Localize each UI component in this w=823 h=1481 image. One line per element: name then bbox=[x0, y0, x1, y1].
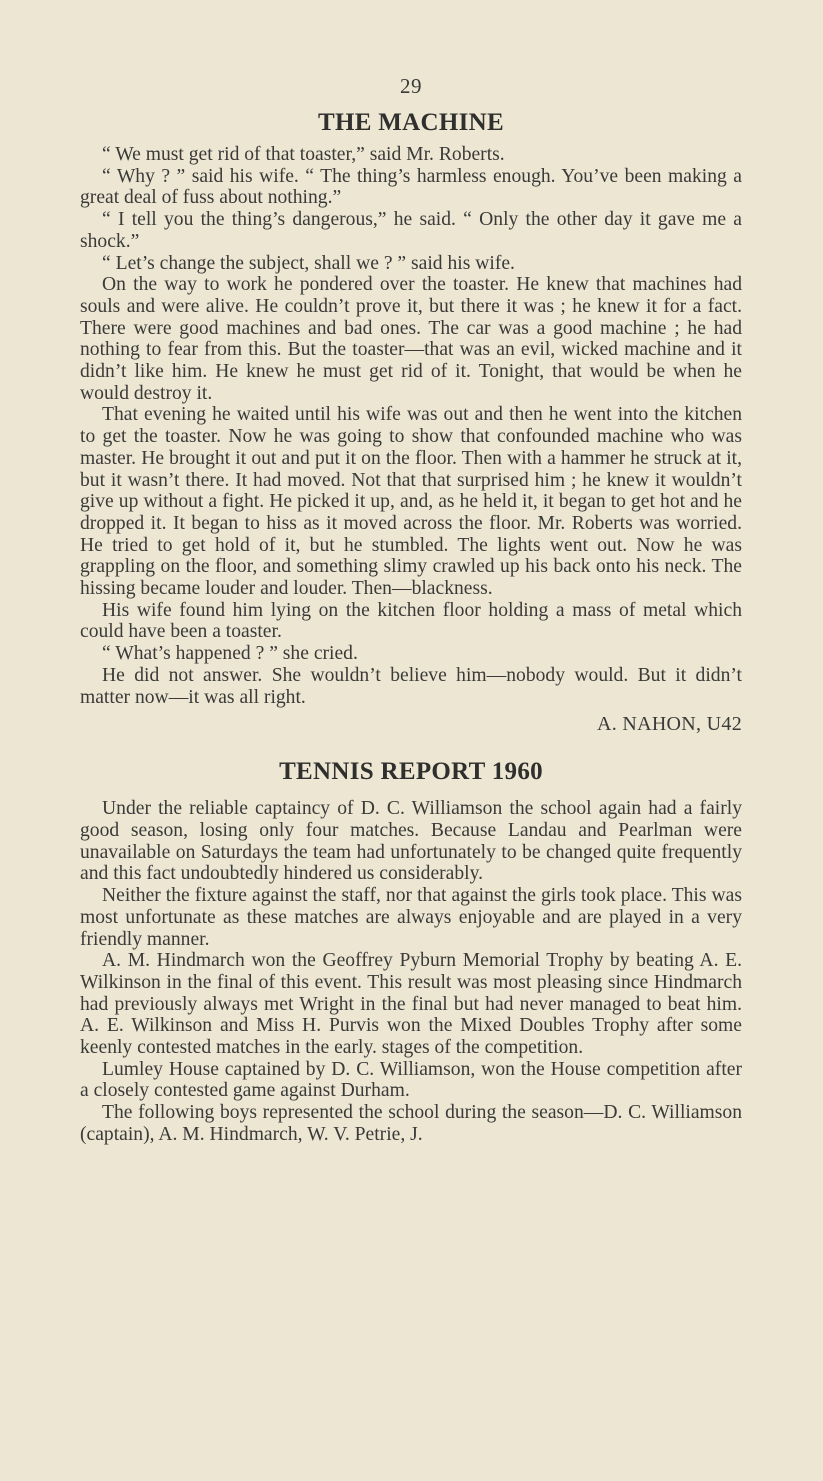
report-body bbox=[80, 798, 742, 1145]
book-page bbox=[80, 74, 742, 1146]
story-paragraph: “ Let’s change the subject, shall we ? ” said his wife. bbox=[102, 252, 515, 274]
report-paragraph: Neither the fixture against the staff, nor that against the girls took place. This was most unfortunate as these matches are always enjoyable and are played in a very friendly manner. bbox=[80, 885, 742, 950]
story-paragraph: “ What’s happened ? ” she cried. bbox=[102, 643, 358, 665]
report-paragraph: A. M. Hindmarch won the Geoffrey Pyburn Memorial Trophy by beating A. E. Wilkinson in the final of this event. This result was most pleasing since Hindmarch had previously always met Wright in the final but had never managed to beat him. A. E. Wilkinson and Miss H. Purvis won the Mixed Doubles Trophy after some keenly contested matches in the early. stages of the competition. bbox=[80, 950, 742, 1059]
page-number: 29 bbox=[400, 74, 422, 98]
report-paragraph: The following boys represented the school during the season—D. C. Williamson (captain), A. M. Hindmarch, W. V. Petrie, J. bbox=[80, 1102, 742, 1145]
story-paragraph: His wife found him lying on the kitchen floor holding a mass of metal which could have been a toaster. bbox=[80, 599, 742, 643]
story-paragraph: “ We must get rid of that toaster,” said Mr. Roberts. bbox=[102, 144, 505, 165]
story-paragraph: On the way to work he pondered over the toaster. He knew that machines had souls and were alive. He couldn’t prove it, but there it was ; he knew it for a fact. There were good machines and bad ones. The car was a good machine ; he had nothing to fear from this. But the toaster—that was an evil, wicked machine and it didn’t like him. He knew he must get rid of it. Tonight, that would be when he would destroy it. bbox=[80, 274, 742, 404]
story-paragraph: “ I tell you the thing’s dangerous,” he said. “ Only the other day it gave me a shock.” bbox=[80, 209, 742, 252]
story-title: THE MACHINE bbox=[318, 109, 504, 136]
story-body bbox=[80, 144, 742, 708]
report-title: TENNIS REPORT 1960 bbox=[279, 758, 543, 786]
story-paragraph: He did not answer. She wouldn’t believe him—nobody would. But it didn’t matter now—it was all right. bbox=[80, 664, 742, 708]
report-paragraph: Under the reliable captaincy of D. C. Williamson the school again had a fairly good season, losing only four matches. Because Landau and Pearlman were unavailable on Saturdays the team had unfortunately to be changed quite frequently and this fact undoubtedly hindered us considerably. bbox=[80, 798, 742, 885]
story-paragraph: That evening he waited until his wife was out and then he went into the kitchen to get the toaster. Now he was going to show that confounded machine who was master. He brought it out and put it on the floor. Then with a hammer he struck at it, but it wasn’t there. It had moved. Not that that surprised him ; he knew it wouldn’t give up without a fight. He picked it up, and, as he held it, it began to get hot and he dropped it. It began to hiss as it moved across the floor. Mr. Roberts was worried. He tried to get hold of it, but he stumbled. The lights went out. Now he was grappling on the floor, and something slimy crawled up his back onto his neck. The hissing became louder and louder. Then—blackness. bbox=[80, 404, 742, 600]
story-author: A. NAHON, U42 bbox=[596, 713, 742, 736]
story-paragraph: “ Why ? ” said his wife. “ The thing’s harmless enough. You’ve been making a great deal of fuss about nothing.” bbox=[80, 165, 742, 209]
report-paragraph: Lumley House captained by D. C. Williamson, won the House competition after a closely contested game against Durham. bbox=[80, 1058, 742, 1102]
